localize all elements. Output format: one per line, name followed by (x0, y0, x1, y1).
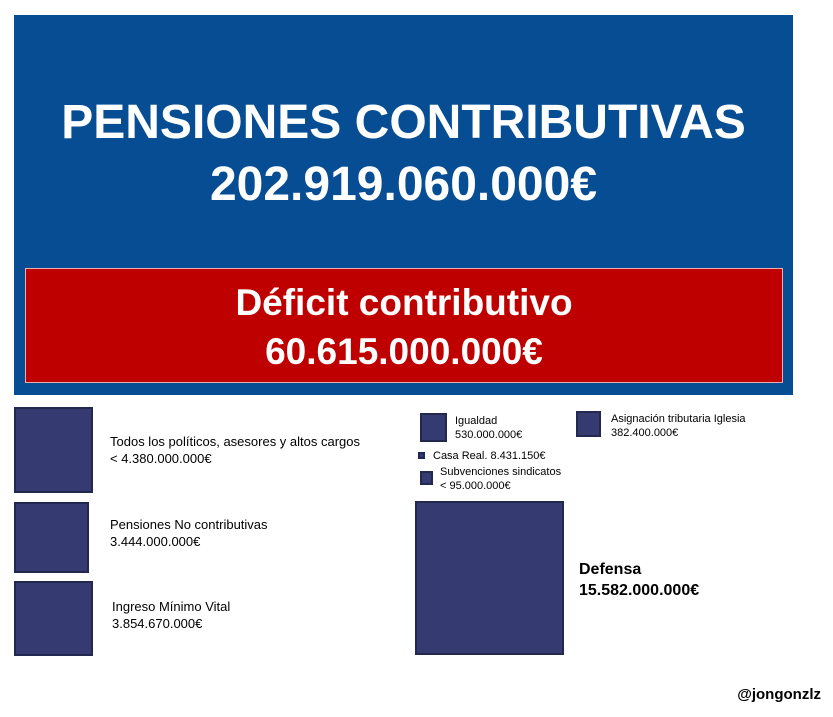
imv-label-group (112, 598, 230, 632)
casa-real-label: Casa Real. 8.431.150€ (433, 450, 546, 462)
deficit-contributivo-text (26, 278, 782, 376)
no-contributivas-square (14, 502, 89, 573)
igualdad-label: Igualdad (455, 415, 498, 427)
sindicatos-square (420, 471, 433, 485)
no-contributivas-label: Pensiones No contributivas (110, 517, 268, 532)
sindicatos-label-group (440, 465, 561, 493)
iglesia-label: Asignación tributaria Iglesia (611, 413, 746, 425)
igualdad-label-group (455, 414, 522, 442)
politicos-value: < 4.380.000.000€ (110, 451, 212, 466)
no-contributivas-label-group (110, 516, 268, 550)
politicos-square (14, 407, 93, 493)
defensa-square (415, 501, 564, 655)
iglesia-label-group (611, 412, 746, 440)
imv-value: 3.854.670.000€ (112, 616, 203, 631)
igualdad-square (420, 413, 447, 442)
imv-label: Ingreso Mínimo Vital (112, 599, 231, 614)
author-credit: @jongonzlz (737, 686, 821, 703)
defensa-label-group (579, 559, 699, 601)
pensiones-contributivas-label: PENSIONES CONTRIBUTIVAS (61, 96, 746, 149)
igualdad-value: 530.000.000€ (455, 429, 523, 441)
iglesia-square (576, 411, 601, 437)
no-contributivas-value: 3.444.000.000€ (110, 534, 201, 549)
sindicatos-value: < 95.000.000€ (440, 480, 511, 492)
casa-real-label-group (433, 449, 546, 463)
iglesia-value: 382.400.000€ (611, 427, 679, 439)
pensiones-contributivas-value: 202.919.060.000€ (209, 158, 598, 211)
deficit-contributivo-label: Déficit contributivo (235, 282, 573, 323)
defensa-value: 15.582.000.000€ (579, 582, 700, 599)
defensa-label: Defensa (579, 561, 642, 578)
politicos-label: Todos los políticos, asesores y altos cargos (110, 434, 361, 449)
imv-square (14, 581, 93, 656)
pensiones-contributivas-text (14, 92, 793, 216)
sindicatos-label: Subvenciones sindicatos (440, 466, 562, 478)
deficit-contributivo-value: 60.615.000.000€ (265, 331, 543, 372)
casa-real-square (418, 452, 425, 459)
politicos-label-group (110, 433, 360, 467)
